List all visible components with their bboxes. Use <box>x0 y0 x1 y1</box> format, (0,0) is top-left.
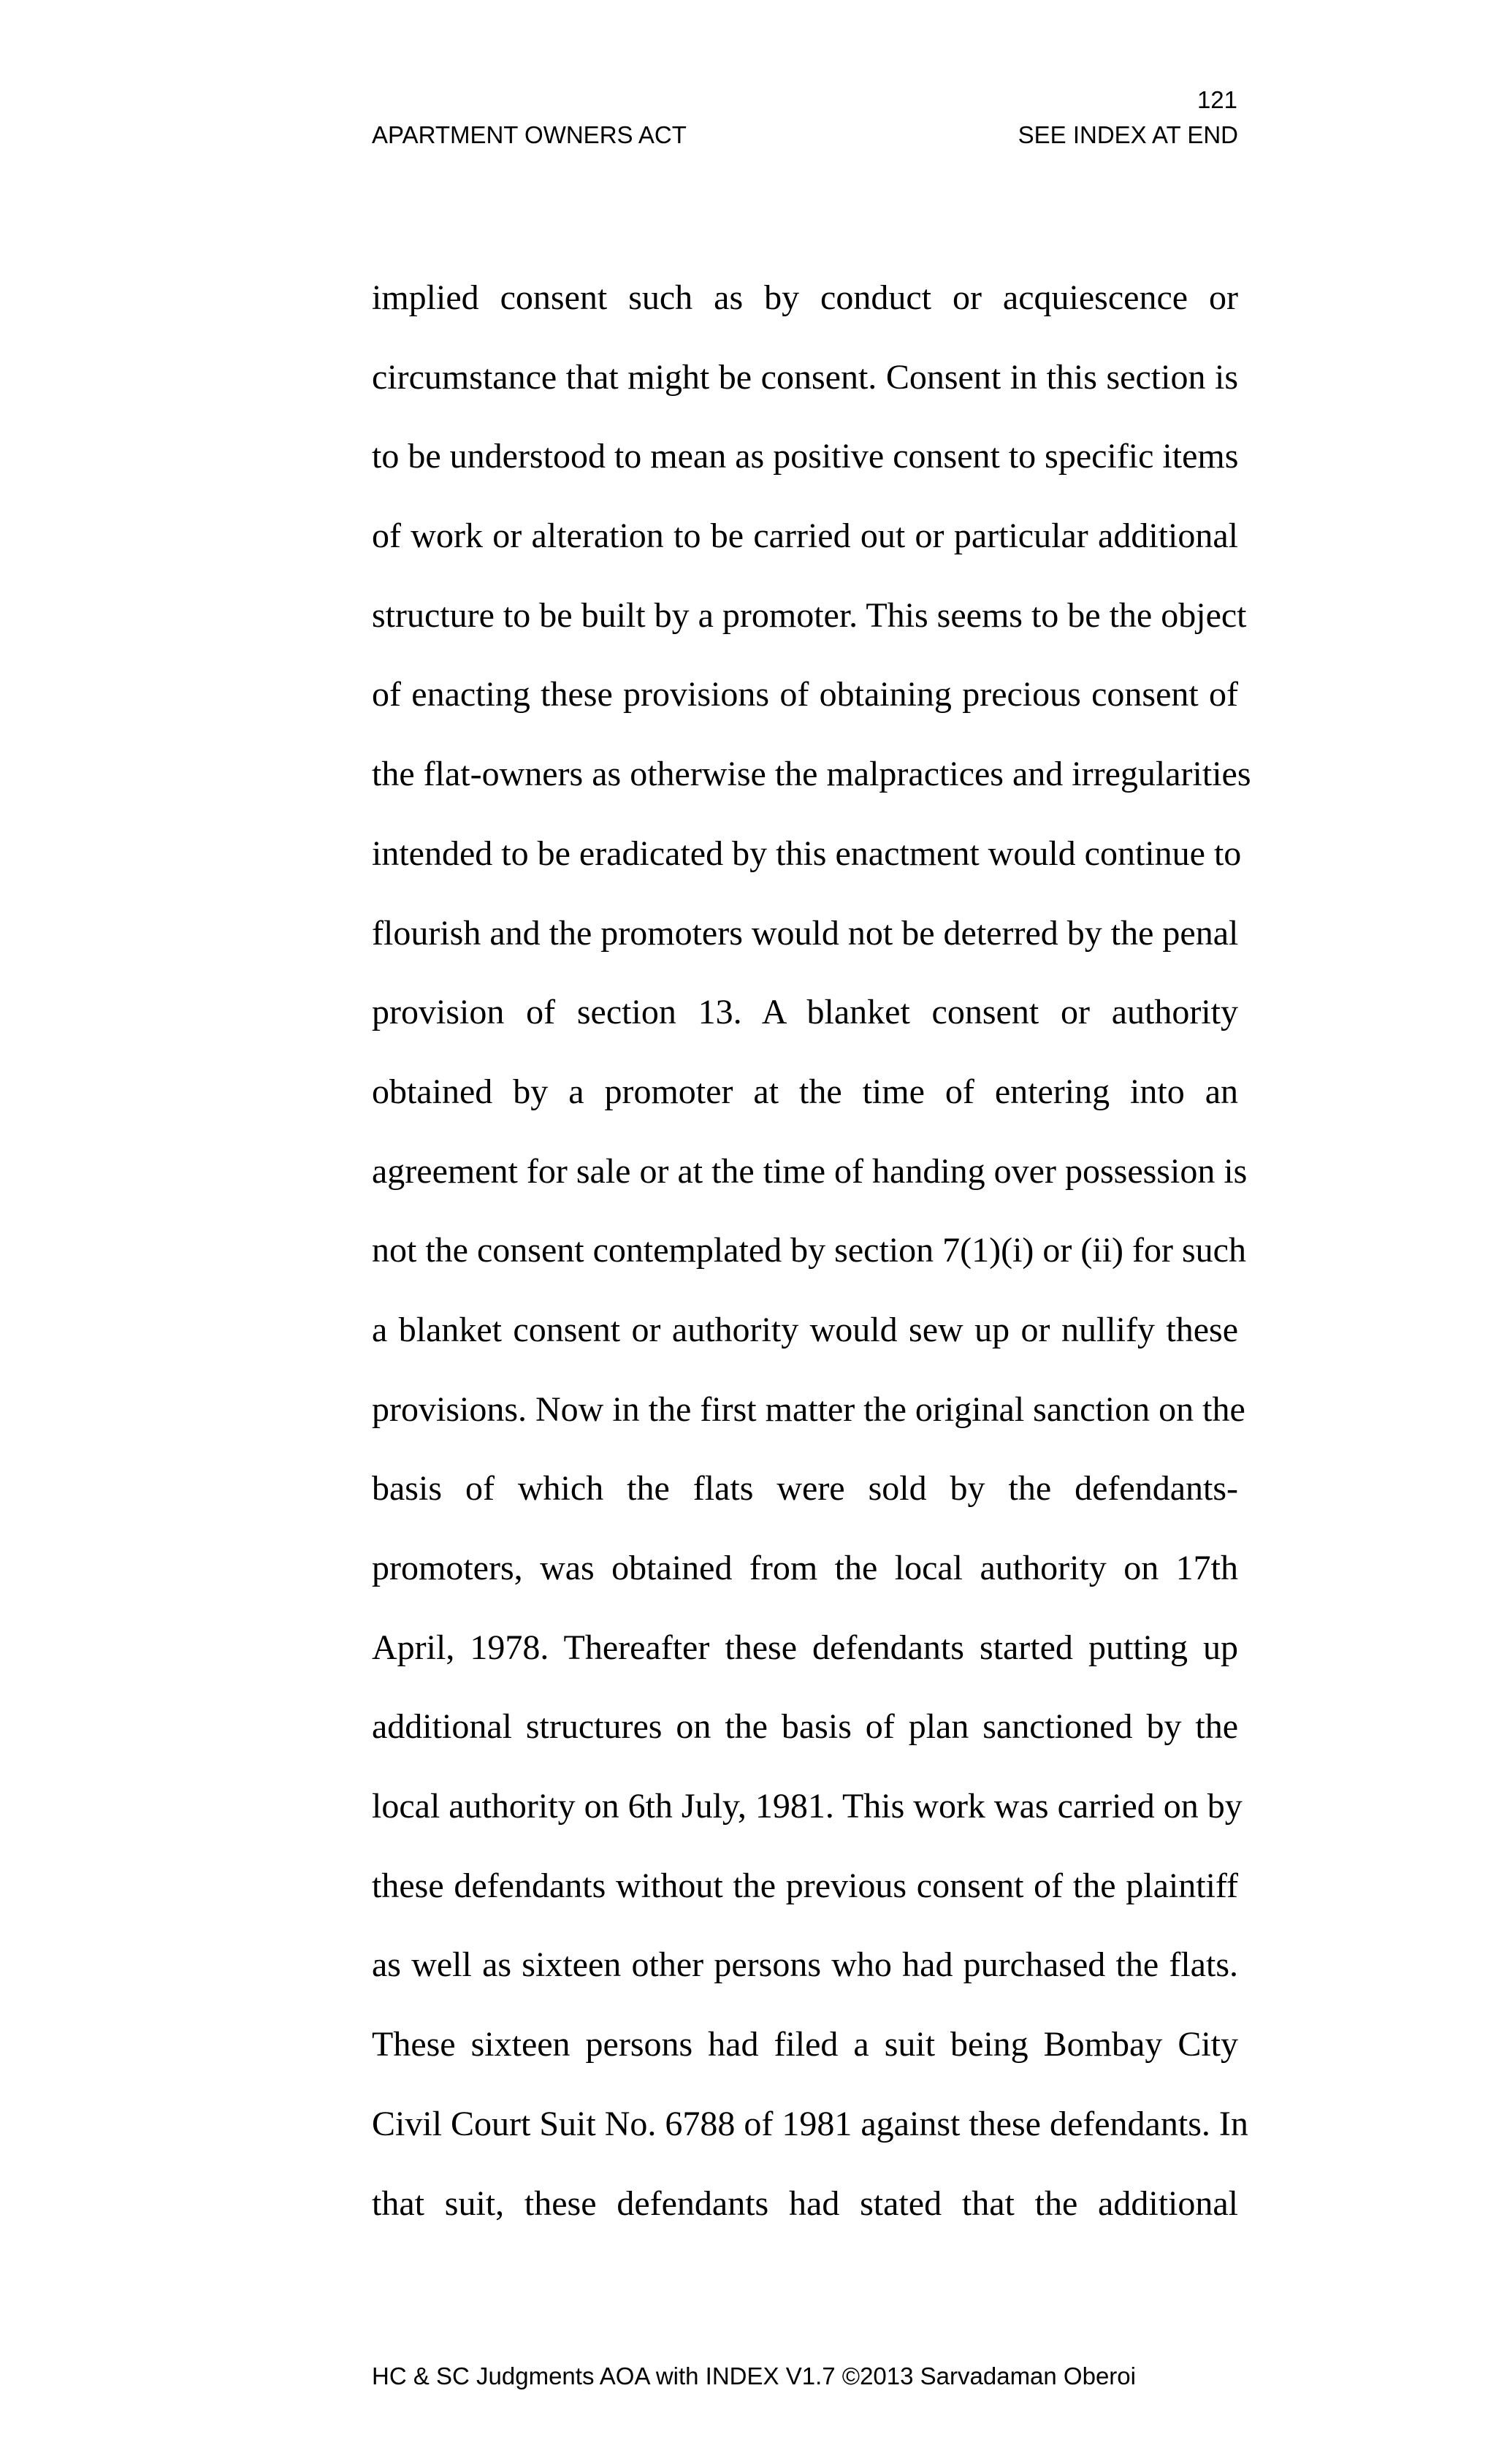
text-line: local authority on 6th July, 1981. This work was carried on by <box>372 1787 1243 1826</box>
running-header <box>372 123 1238 147</box>
header-title: APARTMENT OWNERS ACT <box>372 121 687 148</box>
header-index-note: SEE INDEX AT END <box>1018 121 1238 148</box>
text-line: agreement for sale or at the time of handing over possession is <box>372 1151 1248 1191</box>
text-line: implied consent such as by conduct or acquiescence or <box>372 278 1238 317</box>
text-line: to be understood to mean as positive consent to specific items <box>372 437 1239 476</box>
text-line: structure to be built by a promoter. This seems to be the object <box>372 595 1247 635</box>
text-line: of work or alteration to be carried out or particular additional <box>372 516 1238 556</box>
page-number: 121 <box>1197 86 1237 113</box>
footer-copyright: HC & SC Judgments AOA with INDEX V1.7 ©2013 Sarvadaman Oberoi <box>372 2362 1136 2389</box>
text-line: the flat-owners as otherwise the malpractices and irregularities <box>372 755 1251 794</box>
text-line: Civil Court Suit No. 6788 of 1981 against these defendants. In <box>372 2104 1248 2143</box>
body-text <box>372 259 1251 2243</box>
text-line: of enacting these provisions of obtaining precious consent of <box>372 675 1238 714</box>
text-line: intended to be eradicated by this enactment would continue to <box>372 834 1242 873</box>
text-line: a blanket consent or authority would sew up or nullify these <box>372 1310 1238 1349</box>
text-line: circumstance that might be consent. Consent in this section is <box>372 357 1238 397</box>
text-line: not the consent contemplated by section 7(1)(i) or (ii) for such <box>372 1231 1246 1270</box>
text-line: flourish and the promoters would not be deterred by the penal <box>372 913 1239 953</box>
text-line: that suit, these defendants had stated that the additional <box>372 2183 1238 2223</box>
text-line: these defendants without the previous consent of the plaintiff <box>372 1866 1238 1905</box>
text-line: provisions. Now in the first matter the original sanction on the <box>372 1389 1245 1429</box>
text-line: These sixteen persons had filed a suit being Bombay City <box>372 2025 1238 2064</box>
text-line: additional structures on the basis of plan sanctioned by the <box>372 1707 1238 1747</box>
text-line: basis of which the flats were sold by the defendants- <box>372 1469 1238 1508</box>
text-line: provision of section 13. A blanket consent or authority <box>372 993 1238 1032</box>
text-line: April, 1978. Thereafter these defendants started putting up <box>372 1628 1238 1667</box>
text-line: as well as sixteen other persons who had purchased the flats. <box>372 1945 1238 1985</box>
text-line: promoters, was obtained from the local authority on 17th <box>372 1549 1238 1587</box>
text-line: obtained by a promoter at the time of entering into an <box>372 1072 1238 1111</box>
